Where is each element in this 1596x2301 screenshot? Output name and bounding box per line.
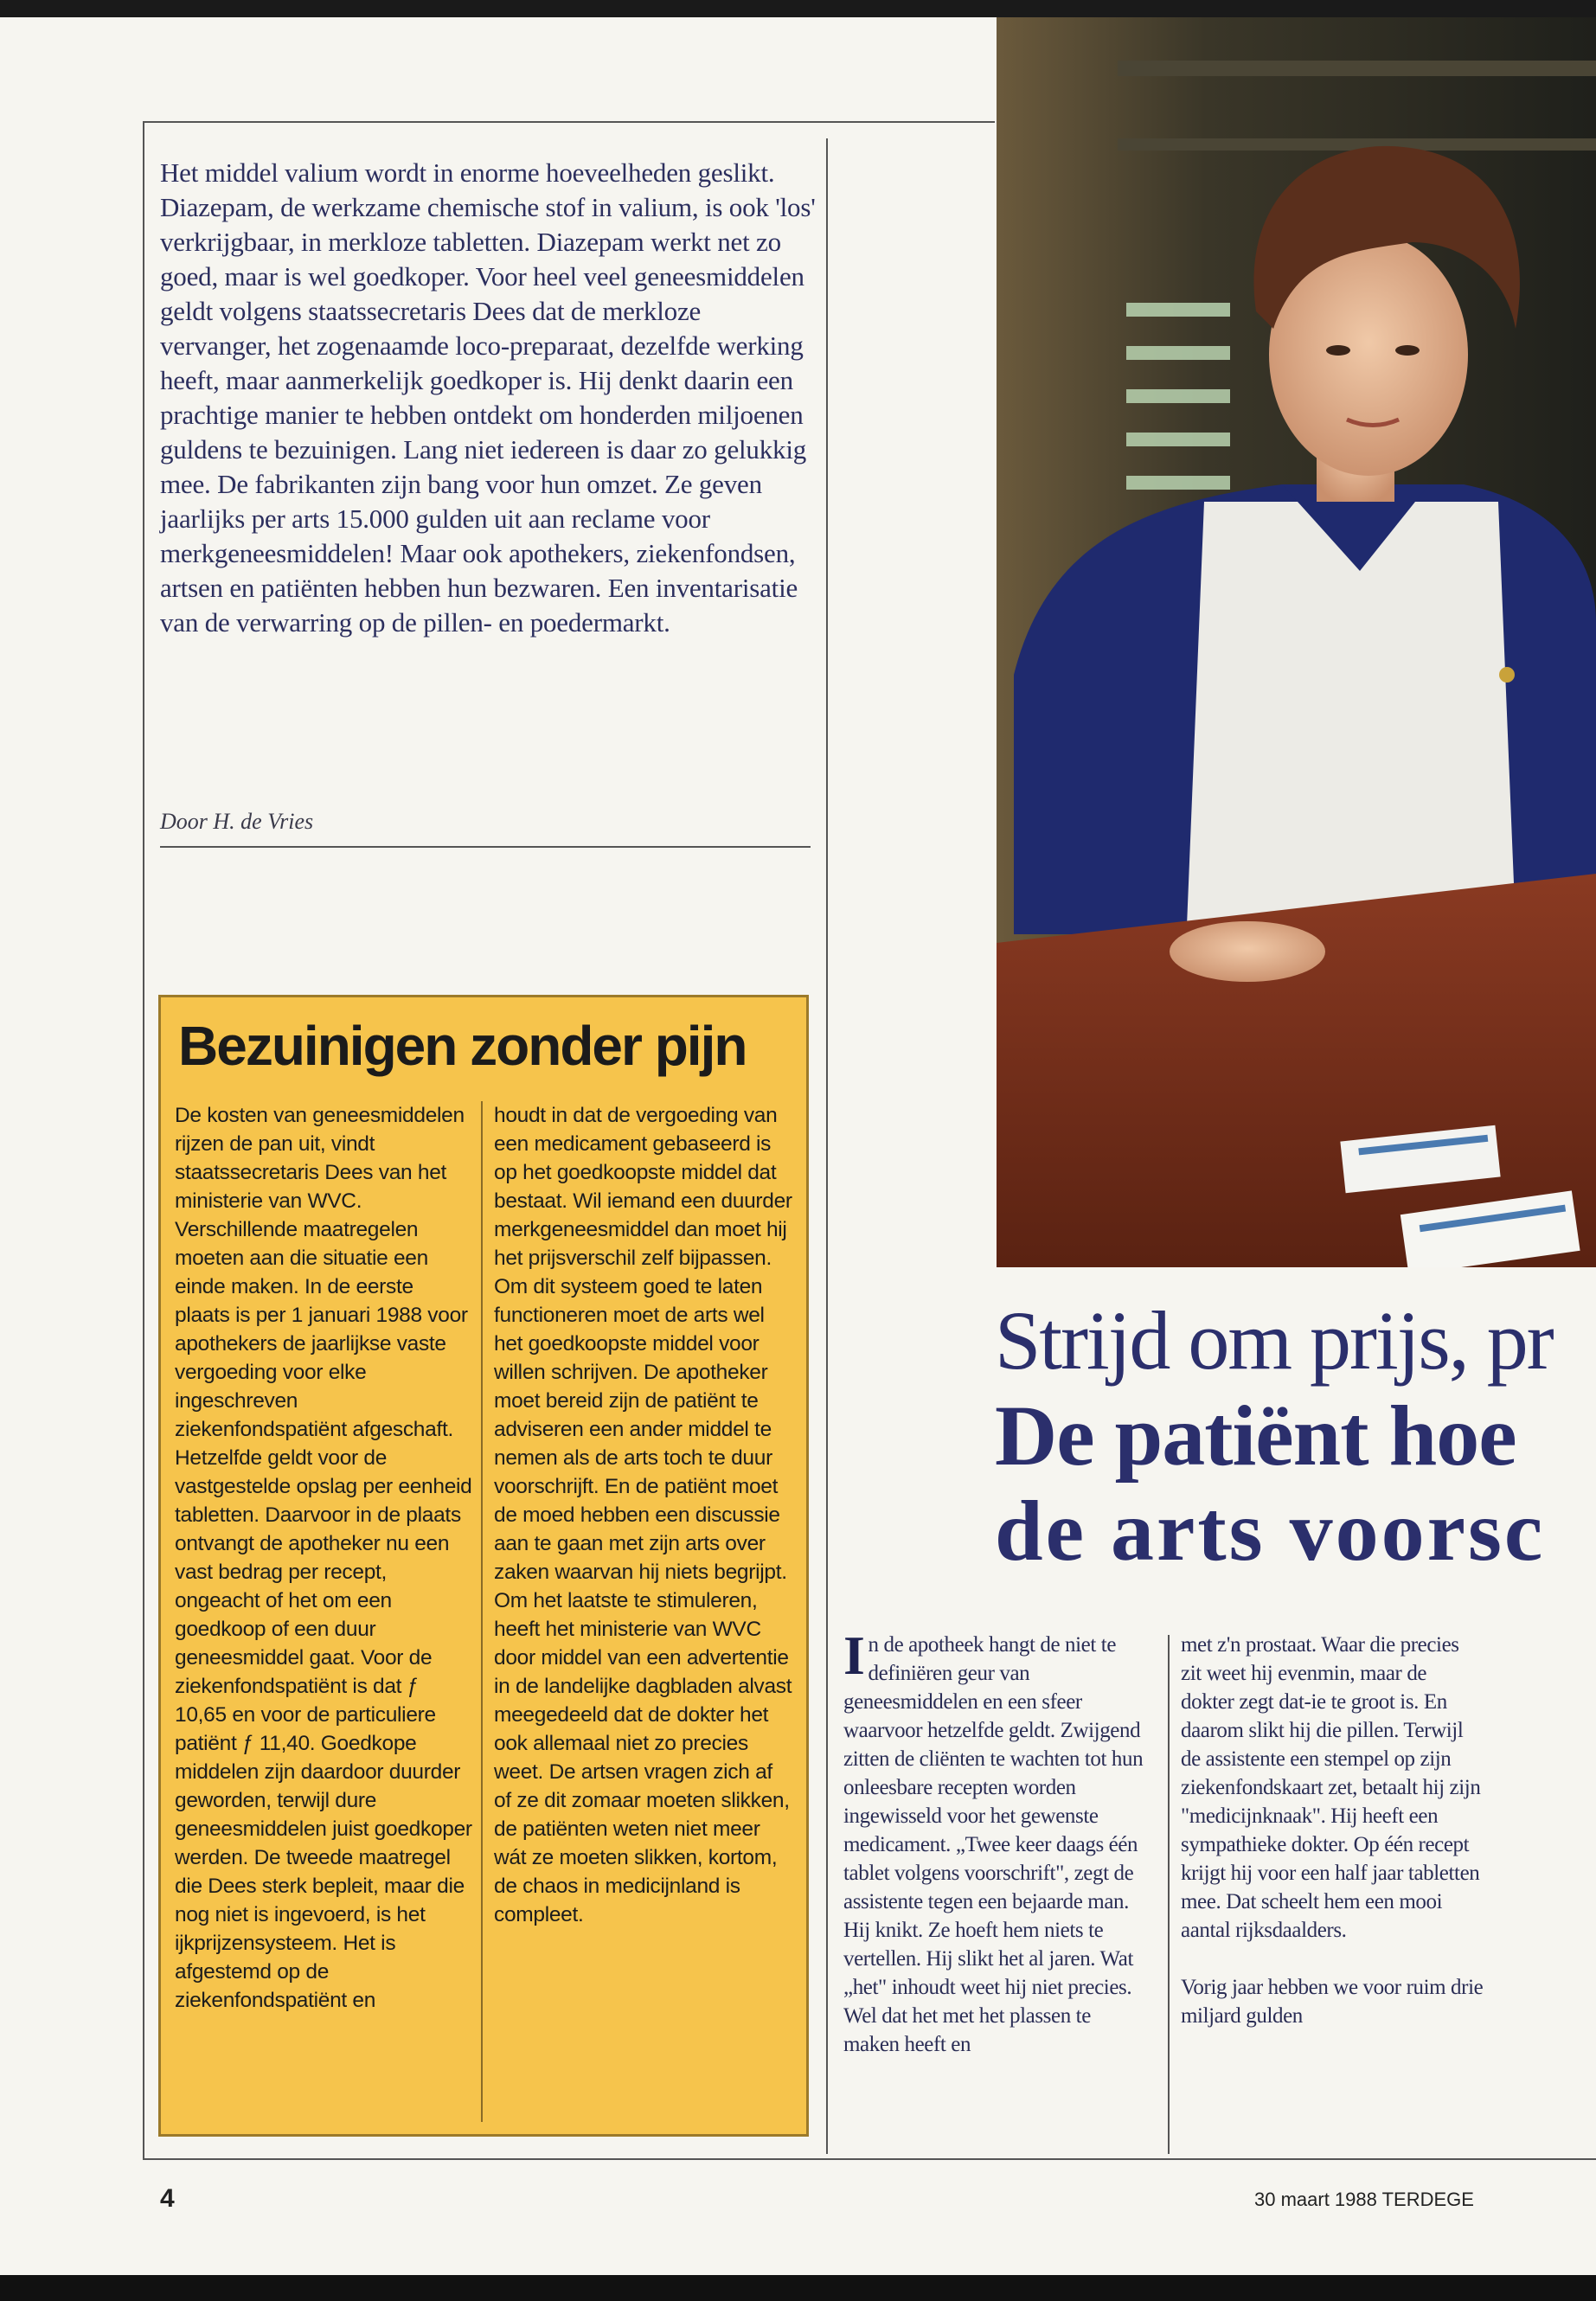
article-text-2: met z'n prostaat. Waar die precies zit weet hij evenmin, maar de dokter zegt dat-ie te groot is. En daarom slikt hij die pillen. Terwijl de assistente een stempel op zijn ziekenfondskaart zet, betaalt hij zijn "medicijnknaak". Hij heeft een sympathieke dokter. Op één recept krijgt hij voor een half jaar tabletten mee. Dat scheelt hem een mooi aantal rijksdaalders. [1181, 1633, 1481, 1942]
article-column-2 [1181, 1631, 1484, 2030]
scan-top-edge [0, 0, 1596, 17]
intro-top-rule [143, 121, 995, 123]
bottom-rule [143, 2158, 1596, 2160]
sidebar-box [158, 995, 809, 2137]
sidebar-column-right: houdt in dat de vergoeding van een medicament gebaseerd is op het goedkoopste middel dat bestaat. Wil iemand een duurder merkgeneesmiddel dan moet hij het prijsverschil zelf bijpassen. Om dit systeem goed te laten functioneren moet de arts wel het goedkoopste middel voor willen schrijven. De apotheker moet bereid zijn de patiënt te adviseren een ander middel te nemen als de arts toch te duur voorschrijft. En de patiënt moet de moed hebben een discussie aan te gaan met zijn arts over zaken waarvan hij niets begrijpt. Om het laatste te stimuleren, heeft het ministerie van WVC door middel van een advertentie in de landelijke dagbladen alvast meegedeeld dat de dokter het ook allemaal niet zo precies weet. De artsen vragen zich af of ze dit zomaar moeten slikken, de patiënten weten niet meer wát ze moeten slikken, kortom, de chaos in medicijnland is compleet. [494, 1104, 792, 1926]
headline-line-3: de arts voorsc [995, 1483, 1546, 1579]
center-column-rule [826, 138, 828, 2154]
article-text-2b: Vorig jaar hebben we voor ruim drie miljard gulden [1181, 1976, 1484, 2028]
headline-line-2: De patiënt hoe [995, 1388, 1516, 1484]
article-headline [995, 1293, 1596, 1579]
page-number: 4 [160, 2184, 175, 2213]
photo-pharmacy-assistant [997, 17, 1596, 1267]
sidebar-title: Bezuinigen zonder pijn [178, 1015, 747, 1077]
article-text-1: n de apotheek hangt de niet te definiëren geur van geneesmiddelen en een sfeer waarvoor hetzelfde geldt. Zwijgend zitten de cliënten te wachten tot hun onleesbare recepten worden ingewisseld voor het gewenste medicament. „Twee keer daags één tablet volgens voorschrift", zegt de assistente tegen een bejaarde man. Hij knikt. Ze hoeft hem niets te vertellen. Hij slikt het al jaren. Wat „het" inhoudt weet hij niet precies. Wel dat het met het plassen te maken heeft en [843, 1633, 1144, 2056]
issue-date: 30 maart 1988 TERDEGE [1254, 2189, 1474, 2210]
intro-paragraph: Het middel valium wordt in enorme hoeveelheden geslikt. Diazepam, de werkzame chemische stof in valium, is ook 'los' verkrijgbaar, in merkloze tabletten. Diazepam werkt net zo goed, maar is wel goedkoper. Voor heel veel geneesmiddelen geldt volgens staatssecretaris Dees dat de merkloze vervanger, het zogenaamde loco-preparaat, dezelfde werking heeft, maar aanmerkelijk goedkoper is. Hij denkt daarin een prachtige manier te hebben ontdekt om honderden miljoenen guldens te bezuinigen. Lang niet iedereen is daar zo gelukkig mee. De fabrikanten zijn bang voor hun omzet. Ze geven jaarlijks per arts 15.000 gulden uit aan reclame voor merkgeneesmiddelen! Maar ook apothekers, ziekenfondsen, artsen en patiënten hebben hun bezwaren. Een inventarisatie van de verwarring op de pillen- en poedermarkt. [160, 157, 816, 638]
article-column-1 [843, 1625, 1146, 2059]
byline-rule [160, 846, 811, 848]
sidebar-divider [481, 1101, 483, 2122]
scan-bottom-edge [0, 2275, 1596, 2301]
byline: Door H. de Vries [160, 809, 314, 834]
drop-cap: I [843, 1625, 865, 1686]
photo-illustration [997, 17, 1596, 1267]
headline-line-1: Strijd om prijs, pr [995, 1294, 1553, 1387]
intro-left-rule [143, 121, 144, 2158]
article-column-rule [1168, 1635, 1170, 2154]
sidebar-column-left: De kosten van geneesmiddelen rijzen de pan uit, vindt staatssecretaris Dees van het ministerie van WVC. Verschillende maatregelen moeten aan die situatie een einde maken. In de eerste plaats is per 1 januari 1988 voor apothekers de jaarlijkse vaste vergoeding voor elke ingeschreven ziekenfondspatiënt afgeschaft. Hetzelfde geldt voor de vastgestelde opslag per eenheid tabletten. Daarvoor in de plaats ontvangt de apotheker nu een vast bedrag per recept, ongeacht of het om een goedkoop of een duur geneesmiddel gaat. Voor de ziekenfondspatiënt is dat ƒ 10,65 en voor de particuliere patiënt ƒ 11,40. Goedkope middelen zijn daardoor duurder geworden, terwijl dure geneesmiddelen juist goedkoper werden. De tweede maatregel die Dees sterk bepleit, maar die nog niet is ingevoerd, is het ijkprijzensysteem. Het is afgestemd op de ziekenfondspatiënt en [175, 1104, 472, 2012]
